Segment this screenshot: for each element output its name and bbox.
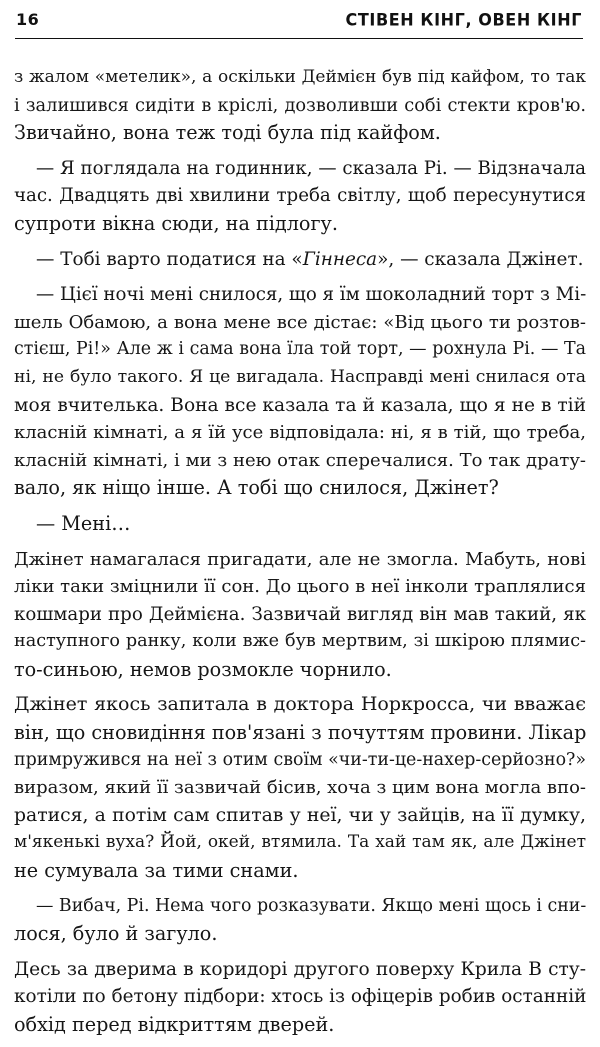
paragraph — [14, 691, 586, 884]
text-line: ліки таки зміцнили її сон. До цього в неї інколи траплялися — [14, 576, 586, 598]
text-line: обхід перед відкриттям дверей. — [14, 1013, 335, 1036]
paragraph — [14, 281, 586, 502]
text-line: ратися, а потім сам спитав у неї, чи у зайців, на її думку, — [14, 804, 586, 826]
text-line: м'якенькі вуха? Йой, окей, втямила. Та хай там як, але Джінет — [14, 832, 586, 853]
text-line: не сумувала за тими снами. — [14, 859, 299, 883]
text-line: супроти вікна сюди, на підлогу. — [14, 211, 338, 235]
text-line: котіли по бетону підбори: хтось із офіцерів робив останній — [14, 986, 587, 1008]
text-line: то-синьою, немов розмокле чорнило. — [14, 657, 392, 681]
paragraph — [14, 155, 586, 238]
paragraph — [14, 510, 586, 538]
text-line: стієш, Рі!» Але ж і сама вона їла той торт, — рохнула Рі. — Та — [14, 339, 586, 360]
text-line: час. Двадцять дві хвилини треба світлу, щоб пересунутися — [14, 185, 586, 207]
text-line: Звичайно, вона теж тоді була під кайфом. — [14, 121, 441, 145]
book-title-italic: Гіннеса — [302, 248, 378, 270]
text-line: шель Обамою, а вона мене все дістає: «Від цього ти розтов- — [14, 311, 586, 333]
text-line: — Цієї ночі мені снилося, що я їм шоколадний торт з Мі- — [36, 284, 587, 306]
text-line: класній кімнаті, а я їй усе відповідала: ні, я в тій, що треба, — [14, 422, 586, 444]
text-line: — Тобі варто податися на «Гіннеса», — сказала Джінет. — [36, 248, 584, 270]
text-line: примружився на неї з отим своїм «чи-ти-це-нахер-серйозно?» — [14, 749, 586, 770]
body-text — [14, 64, 586, 1047]
text-line: і залишився сидіти в кріслі, дозволивши собі стекти кров'ю. — [14, 94, 586, 116]
page-header — [16, 10, 582, 32]
text-line: наступного ранку, коли вже був мертвим, зі шкірою плямис- — [14, 631, 586, 652]
text-line: ні, не було такого. Я це вигадала. Насправді мені снилася ота — [14, 366, 586, 387]
paragraph — [14, 64, 586, 147]
header-rule — [15, 38, 583, 39]
text-line: з жалом «метелик», а оскільки Деймієн був під кайфом, то так — [14, 67, 586, 87]
text-line: Джінет якось запитала в доктора Норкросса, чи вважає — [14, 693, 586, 716]
text-line: Джінет намагалася пригадати, але не змогла. Мабуть, нові — [14, 548, 586, 570]
paragraph — [14, 893, 586, 948]
text-line: Десь за дверима в коридорі другого поверху Крила В сту- — [14, 958, 586, 980]
page-number: 16 — [16, 10, 40, 29]
running-head: СТІВЕН КІНГ, ОВЕН КІНГ — [345, 9, 582, 30]
text-line: класній кімнаті, і ми з нею отак сперечалися. То так драту- — [14, 449, 586, 471]
text-line: кошмари про Деймієна. Зазвичай вигляд він мав такий, як — [14, 603, 586, 625]
text-line: — Вибач, Рі. Нема чого розказувати. Якщо мені щось і сни- — [36, 895, 587, 916]
text-line: виразом, який її зазвичай бісив, хоча з цим вона могла впо- — [14, 777, 586, 799]
paragraph — [14, 246, 586, 274]
paragraph — [14, 546, 586, 684]
paragraph — [14, 956, 586, 1039]
text-line: моя вчителька. Вона все казала та й казала, що я не в тій — [14, 394, 586, 416]
text-line: — Мені… — [36, 511, 131, 535]
text-line: він, що сновидіння пов'язані з почуттям провини. Лікар — [14, 721, 587, 745]
text-line: — Я поглядала на годинник, — сказала Рі. — Відзначала — [36, 157, 586, 179]
text-line: лося, було й загуло. — [14, 922, 218, 946]
text-line: вало, як ніщо інше. А тобі що снилося, Джінет? — [14, 476, 499, 500]
